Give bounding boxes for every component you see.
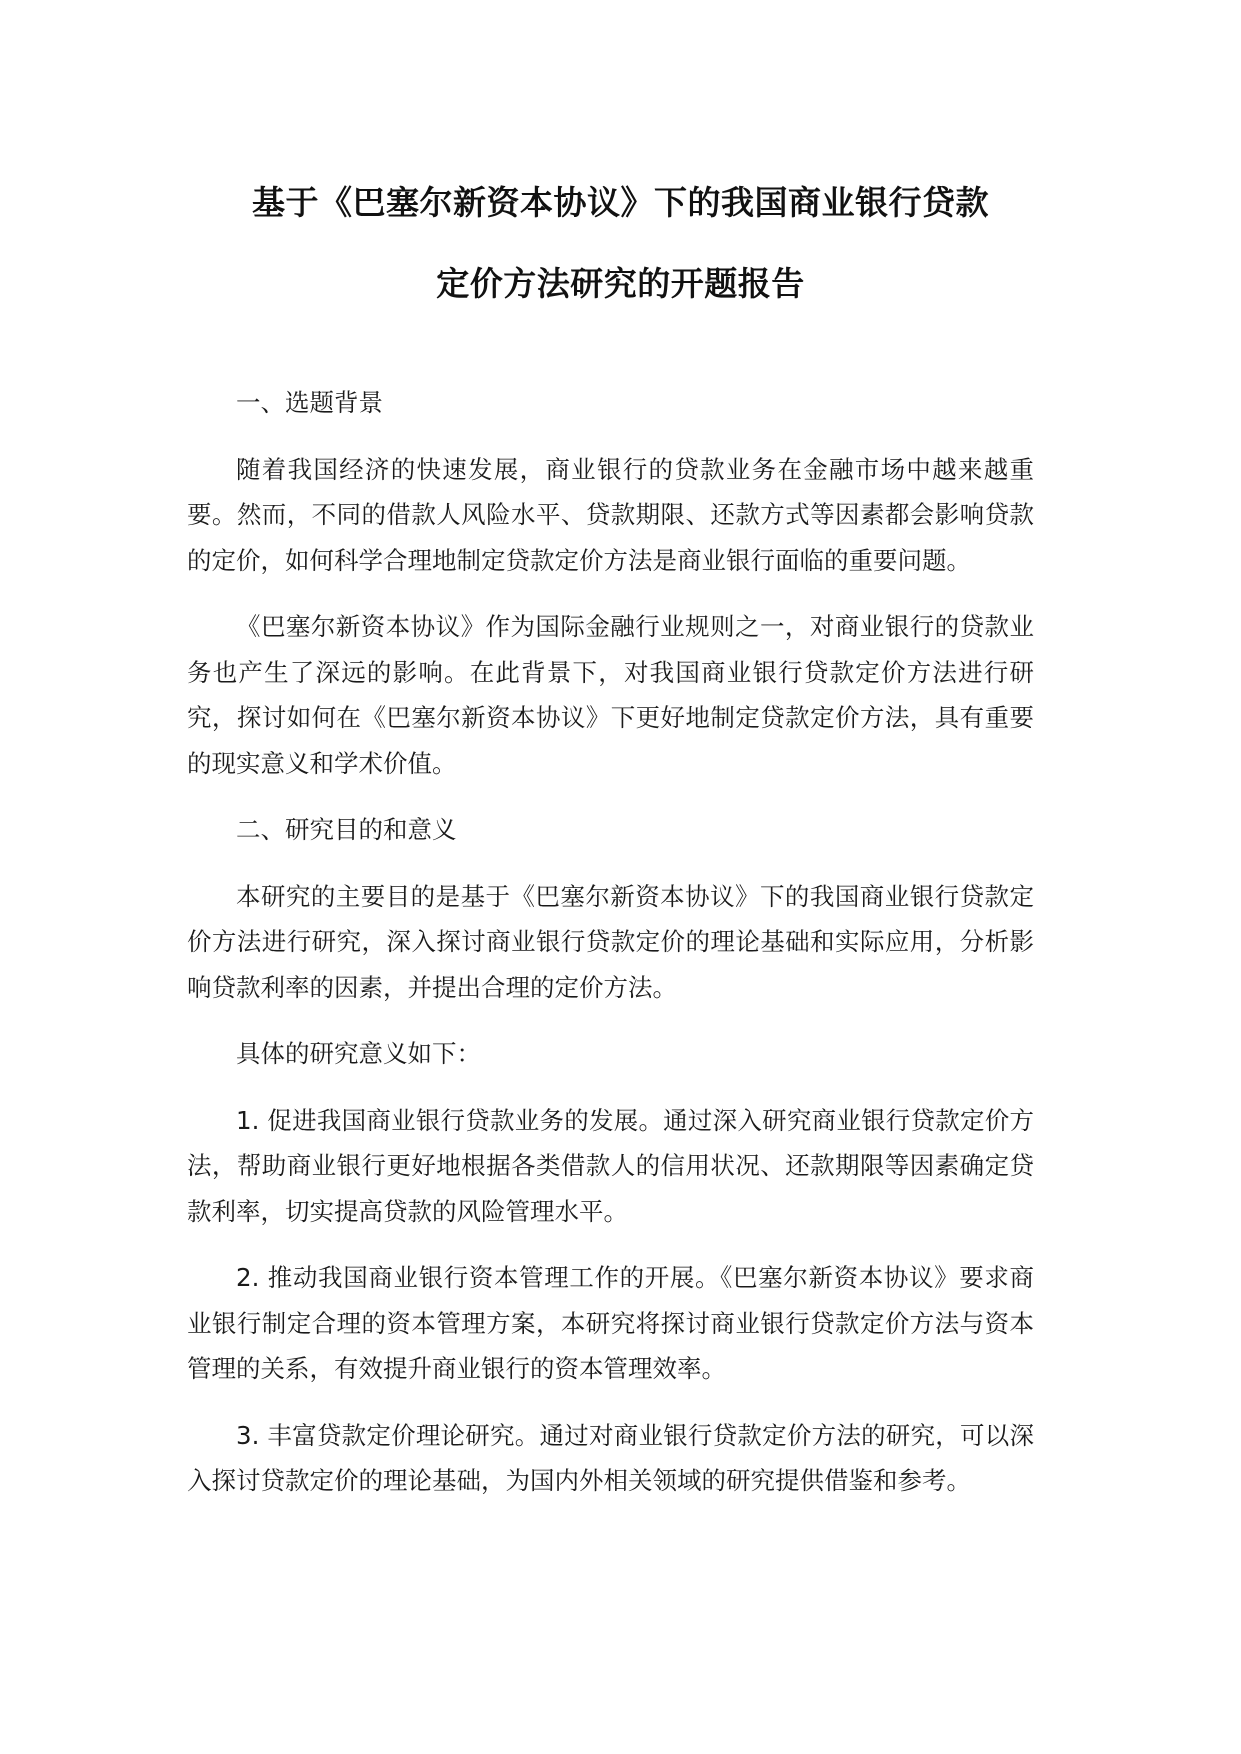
list-item: 2. 推动我国商业银行资本管理工作的开展。《巴塞尔新资本协议》要求商业银行制定合理的资本管理方案，本研究将探讨商业银行贷款定价方法与资本管理的关系，有效提升商业银行的资本管理效率。 xyxy=(187,1263,1034,1383)
paragraph: 随着我国经济的快速发展，商业银行的贷款业务在金融市场中越来越重要。然而，不同的借款人风险水平、贷款期限、还款方式等因素都会影响贷款的定价，如何科学合理地制定贷款定价方法是商业银行面临的重要问题。 xyxy=(187,454,1034,575)
paragraph: 具体的研究意义如下： xyxy=(236,1039,481,1068)
document-body xyxy=(187,380,1034,1525)
paragraph: 本研究的主要目的是基于《巴塞尔新资本协议》下的我国商业银行贷款定价方法进行研究，深入探讨商业银行贷款定价的理论基础和实际应用，分析影响贷款利率的因素，并提出合理的定价方法。 xyxy=(187,881,1034,1002)
paragraph: 《巴塞尔新资本协议》作为国际金融行业规则之一，对商业银行的贷款业务也产生了深远的影响。在此背景下，对我国商业银行贷款定价方法进行研究，探讨如何在《巴塞尔新资本协议》下更好地制定贷款定价方法，具有重要的现实意义和学术价值。 xyxy=(187,612,1034,778)
section-heading-purpose: 二、研究目的和意义 xyxy=(236,815,457,844)
list-item: 3. 丰富贷款定价理论研究。通过对商业银行贷款定价方法的研究，可以深入探讨贷款定价的理论基础，为国内外相关领域的研究提供借鉴和参考。 xyxy=(187,1420,1034,1495)
document-title-line-2: 定价方法研究的开题报告 xyxy=(436,264,805,303)
section-heading-background: 一、选题背景 xyxy=(236,388,383,417)
list-item: 1. 促进我国商业银行贷款业务的发展。通过深入研究商业银行贷款定价方法，帮助商业银行更好地根据各类借款人的信用状况、还款期限等因素确定贷款利率，切实提高贷款的风险管理水平。 xyxy=(187,1105,1034,1226)
document-title-line-1: 基于《巴塞尔新资本协议》下的我国商业银行贷款 xyxy=(252,183,989,222)
